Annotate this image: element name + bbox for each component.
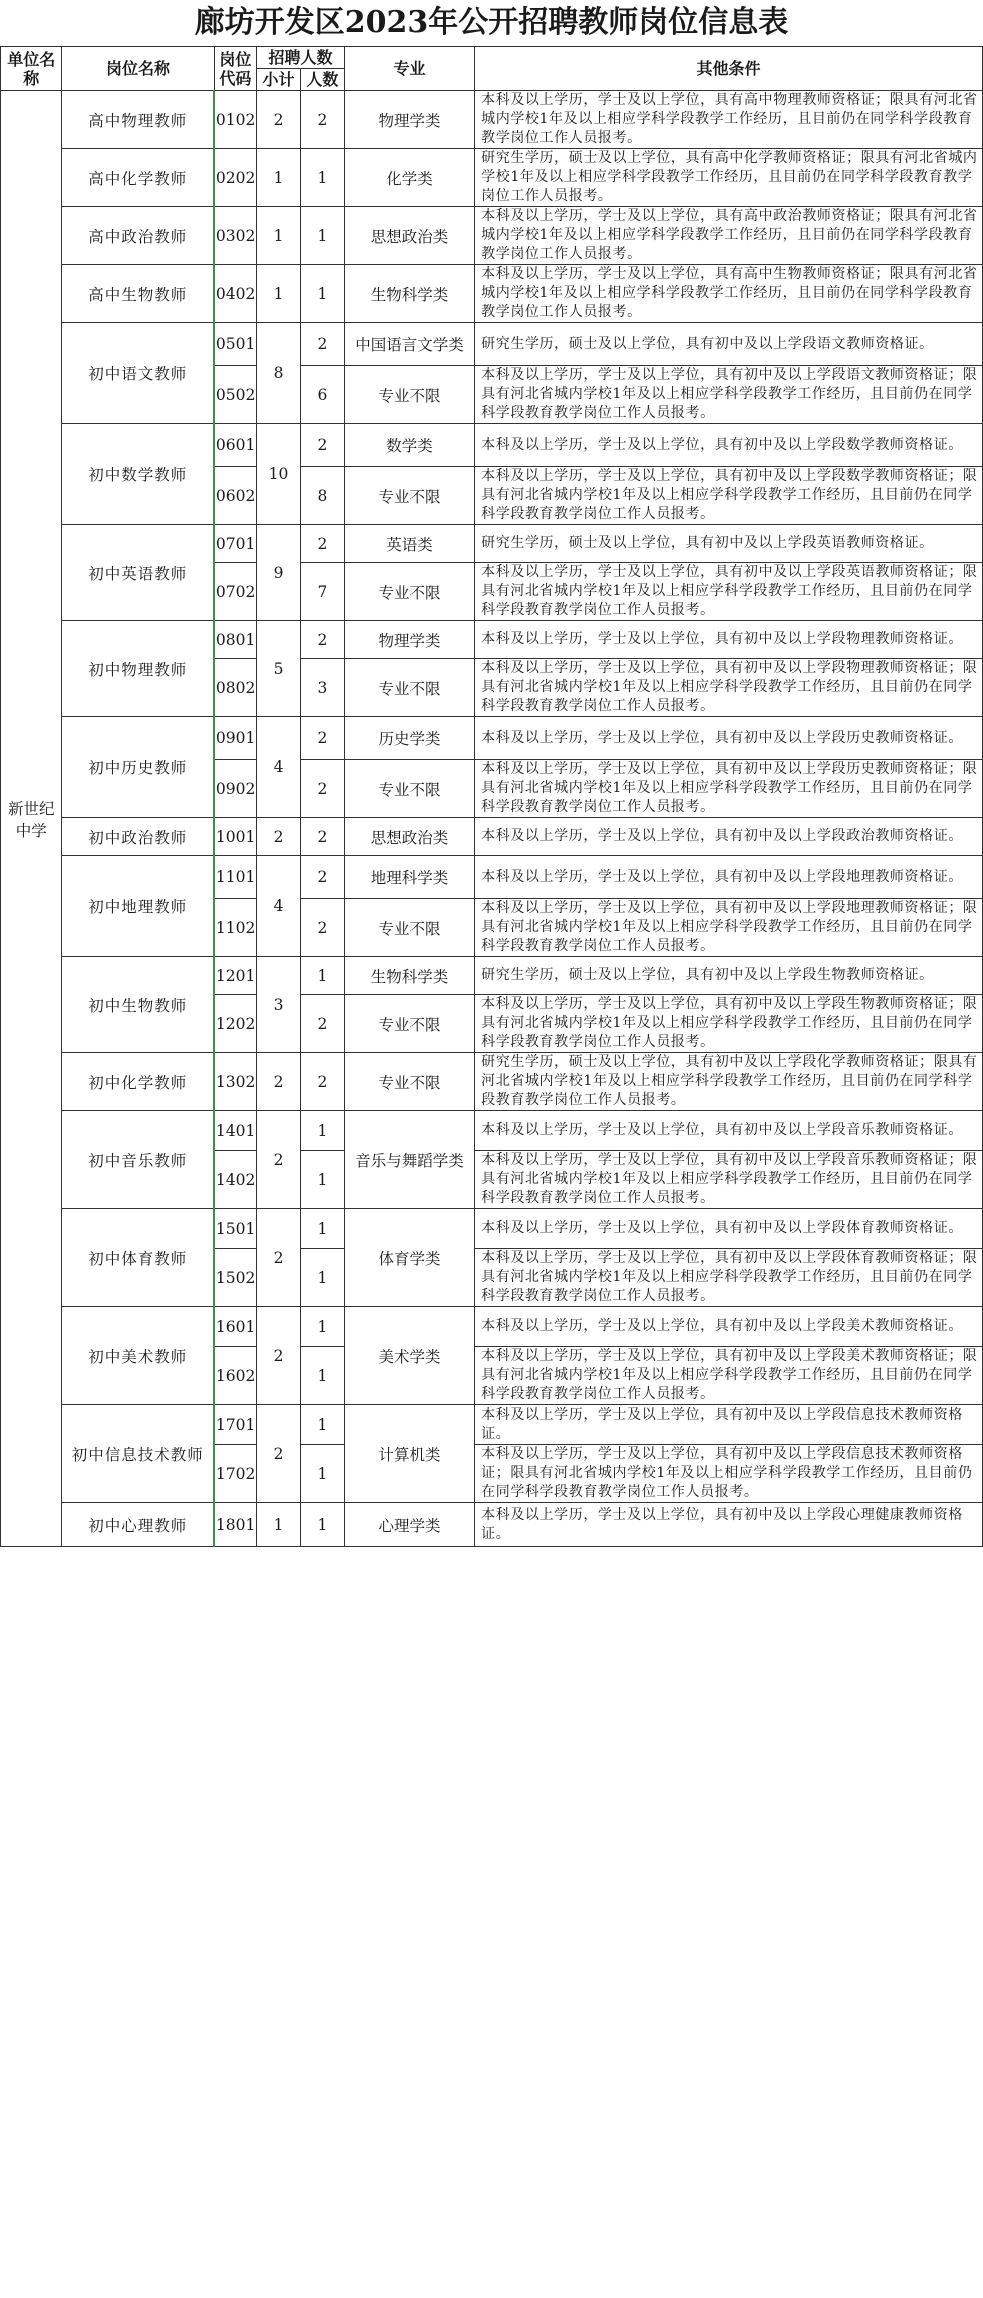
conditions-cell: 本科及以上学历，学士及以上学位，具有初中及以上学段美术教师资格证；限具有河北省城内学校1年及以上相应学科学段教学工作经历，且目前仍在同学科学段教育教学岗位工作人员报考。 bbox=[475, 1347, 983, 1405]
major-cell: 专业不限 bbox=[344, 563, 474, 621]
subtotal-cell: 8 bbox=[257, 323, 301, 424]
post-code-cell: 1502 bbox=[214, 1249, 256, 1307]
post-code-cell: 1202 bbox=[214, 995, 256, 1053]
post-name-cell: 初中物理教师 bbox=[62, 621, 214, 717]
major-cell: 心理学类 bbox=[344, 1503, 474, 1547]
post-code-cell: 0501 bbox=[214, 323, 256, 366]
count-cell: 2 bbox=[300, 995, 344, 1053]
major-cell: 音乐与舞蹈学类 bbox=[344, 1111, 474, 1209]
post-name-cell: 初中语文教师 bbox=[62, 323, 214, 424]
post-code-cell: 0402 bbox=[214, 265, 256, 323]
count-cell: 2 bbox=[300, 717, 344, 760]
conditions-cell: 研究生学历，硕士及以上学位，具有初中及以上学段语文教师资格证。 bbox=[475, 323, 983, 366]
major-cell: 计算机类 bbox=[344, 1405, 474, 1503]
post-code-cell: 1101 bbox=[214, 856, 256, 899]
post-code-cell: 1501 bbox=[214, 1209, 256, 1249]
major-cell: 地理科学类 bbox=[344, 856, 474, 899]
conditions-cell: 本科及以上学历，学士及以上学位，具有初中及以上学段英语教师资格证；限具有河北省城内学校1年及以上相应学科学段教学工作经历，且目前仍在同学科学段教育教学岗位工作人员报考。 bbox=[475, 563, 983, 621]
post-code-cell: 0701 bbox=[214, 525, 256, 563]
count-cell: 2 bbox=[300, 1053, 344, 1111]
subtotal-cell: 2 bbox=[257, 818, 301, 856]
subtotal-cell: 10 bbox=[257, 424, 301, 525]
table-row bbox=[1, 323, 983, 366]
post-name-cell: 初中美术教师 bbox=[62, 1307, 214, 1405]
post-name-cell: 初中体育教师 bbox=[62, 1209, 214, 1307]
post-name-cell: 初中政治教师 bbox=[62, 818, 214, 856]
unit-name-cell: 新世纪中学 bbox=[1, 91, 62, 1547]
subtotal-cell: 9 bbox=[257, 525, 301, 621]
count-cell: 2 bbox=[300, 621, 344, 659]
conditions-cell: 本科及以上学历，学士及以上学位，具有初中及以上学段政治教师资格证。 bbox=[475, 818, 983, 856]
header-major: 专业 bbox=[344, 47, 474, 91]
post-code-cell: 1102 bbox=[214, 899, 256, 957]
count-cell: 1 bbox=[300, 1445, 344, 1503]
post-name-cell: 初中音乐教师 bbox=[62, 1111, 214, 1209]
count-cell: 7 bbox=[300, 563, 344, 621]
subtotal-cell: 2 bbox=[257, 91, 301, 149]
major-cell: 中国语言文学类 bbox=[344, 323, 474, 366]
table-row bbox=[1, 1053, 983, 1111]
table-row bbox=[1, 957, 983, 995]
post-code-cell: 0502 bbox=[214, 366, 256, 424]
table-row bbox=[1, 525, 983, 563]
count-cell: 3 bbox=[300, 659, 344, 717]
count-cell: 1 bbox=[300, 957, 344, 995]
table-body bbox=[1, 91, 983, 1547]
major-cell: 体育学类 bbox=[344, 1209, 474, 1307]
major-cell: 专业不限 bbox=[344, 659, 474, 717]
count-cell: 1 bbox=[300, 1111, 344, 1151]
major-cell: 思想政治类 bbox=[344, 818, 474, 856]
subtotal-cell: 1 bbox=[257, 265, 301, 323]
conditions-cell: 研究生学历，硕士及以上学位，具有初中及以上学段英语教师资格证。 bbox=[475, 525, 983, 563]
subtotal-cell: 2 bbox=[257, 1307, 301, 1405]
major-cell: 生物科学类 bbox=[344, 265, 474, 323]
count-cell: 2 bbox=[300, 323, 344, 366]
header-subtotal: 小计 bbox=[257, 69, 301, 91]
major-cell: 专业不限 bbox=[344, 467, 474, 525]
conditions-cell: 本科及以上学历，学士及以上学位，具有初中及以上学段生物教师资格证；限具有河北省城内学校1年及以上相应学科学段教学工作经历，且目前仍在同学科学段教育教学岗位工作人员报考。 bbox=[475, 995, 983, 1053]
subtotal-cell: 2 bbox=[257, 1053, 301, 1111]
major-cell: 物理学类 bbox=[344, 621, 474, 659]
conditions-cell: 本科及以上学历，学士及以上学位，具有初中及以上学段历史教师资格证。 bbox=[475, 717, 983, 760]
conditions-cell: 本科及以上学历，学士及以上学位，具有初中及以上学段数学教师资格证。 bbox=[475, 424, 983, 467]
major-cell: 化学类 bbox=[344, 149, 474, 207]
table-row bbox=[1, 621, 983, 659]
post-code-cell: 0802 bbox=[214, 659, 256, 717]
count-cell: 1 bbox=[300, 1249, 344, 1307]
count-cell: 2 bbox=[300, 525, 344, 563]
post-name-cell: 初中心理教师 bbox=[62, 1503, 214, 1547]
conditions-cell: 本科及以上学历，学士及以上学位，具有初中及以上学段心理健康教师资格证。 bbox=[475, 1503, 983, 1547]
post-code-cell: 0601 bbox=[214, 424, 256, 467]
count-cell: 1 bbox=[300, 207, 344, 265]
subtotal-cell: 1 bbox=[257, 149, 301, 207]
table-row bbox=[1, 1307, 983, 1347]
header-count: 人数 bbox=[300, 69, 344, 91]
count-cell: 1 bbox=[300, 1405, 344, 1445]
conditions-cell: 本科及以上学历，学士及以上学位，具有初中及以上学段地理教师资格证。 bbox=[475, 856, 983, 899]
post-code-cell: 0302 bbox=[214, 207, 256, 265]
post-code-cell: 1702 bbox=[214, 1445, 256, 1503]
post-name-cell: 高中物理教师 bbox=[62, 91, 214, 149]
table-row bbox=[1, 1405, 983, 1445]
subtotal-cell: 3 bbox=[257, 957, 301, 1053]
recruitment-table bbox=[0, 46, 983, 1547]
subtotal-cell: 2 bbox=[257, 1209, 301, 1307]
major-cell: 生物科学类 bbox=[344, 957, 474, 995]
major-cell: 专业不限 bbox=[344, 1053, 474, 1111]
subtotal-cell: 1 bbox=[257, 207, 301, 265]
table-row bbox=[1, 717, 983, 760]
major-cell: 专业不限 bbox=[344, 366, 474, 424]
table-row bbox=[1, 149, 983, 207]
conditions-cell: 本科及以上学历，学士及以上学位，具有高中物理教师资格证；限具有河北省城内学校1年及以上相应学科学段教学工作经历，且目前仍在同学科学段教育教学岗位工作人员报考。 bbox=[475, 91, 983, 149]
conditions-cell: 本科及以上学历，学士及以上学位，具有初中及以上学段音乐教师资格证；限具有河北省城内学校1年及以上相应学科学段教学工作经历，且目前仍在同学科学段教育教学岗位工作人员报考。 bbox=[475, 1151, 983, 1209]
post-name-cell: 初中化学教师 bbox=[62, 1053, 214, 1111]
post-code-cell: 1001 bbox=[214, 818, 256, 856]
post-code-cell: 0901 bbox=[214, 717, 256, 760]
major-cell: 物理学类 bbox=[344, 91, 474, 149]
post-name-cell: 高中生物教师 bbox=[62, 265, 214, 323]
post-code-cell: 0102 bbox=[214, 91, 256, 149]
post-code-cell: 1801 bbox=[214, 1503, 256, 1547]
count-cell: 2 bbox=[300, 91, 344, 149]
count-cell: 1 bbox=[300, 1503, 344, 1547]
count-cell: 1 bbox=[300, 1347, 344, 1405]
major-cell: 数学类 bbox=[344, 424, 474, 467]
count-cell: 2 bbox=[300, 818, 344, 856]
post-name-cell: 初中信息技术教师 bbox=[62, 1405, 214, 1503]
major-cell: 专业不限 bbox=[344, 760, 474, 818]
header-post-name: 岗位名称 bbox=[62, 47, 214, 91]
post-code-cell: 0902 bbox=[214, 760, 256, 818]
post-code-cell: 0702 bbox=[214, 563, 256, 621]
conditions-cell: 本科及以上学历，学士及以上学位，具有高中生物教师资格证；限具有河北省城内学校1年及以上相应学科学段教学工作经历，且目前仍在同学科学段教育教学岗位工作人员报考。 bbox=[475, 265, 983, 323]
post-code-cell: 1201 bbox=[214, 957, 256, 995]
table-row bbox=[1, 1503, 983, 1547]
count-cell: 2 bbox=[300, 424, 344, 467]
conditions-cell: 研究生学历，硕士及以上学位，具有初中及以上学段生物教师资格证。 bbox=[475, 957, 983, 995]
post-name-cell: 高中化学教师 bbox=[62, 149, 214, 207]
major-cell: 历史学类 bbox=[344, 717, 474, 760]
header-code: 岗位代码 bbox=[214, 47, 256, 91]
conditions-cell: 本科及以上学历，学士及以上学位，具有初中及以上学段信息技术教师资格证。 bbox=[475, 1405, 983, 1445]
conditions-cell: 本科及以上学历，学士及以上学位，具有初中及以上学段美术教师资格证。 bbox=[475, 1307, 983, 1347]
post-name-cell: 初中生物教师 bbox=[62, 957, 214, 1053]
post-code-cell: 1302 bbox=[214, 1053, 256, 1111]
post-name-cell: 初中数学教师 bbox=[62, 424, 214, 525]
subtotal-cell: 4 bbox=[257, 856, 301, 957]
conditions-cell: 本科及以上学历，学士及以上学位，具有初中及以上学段数学教师资格证；限具有河北省城内学校1年及以上相应学科学段教学工作经历，且目前仍在同学科学段教育教学岗位工作人员报考。 bbox=[475, 467, 983, 525]
conditions-cell: 本科及以上学历，学士及以上学位，具有初中及以上学段地理教师资格证；限具有河北省城内学校1年及以上相应学科学段教学工作经历，且目前仍在同学科学段教育教学岗位工作人员报考。 bbox=[475, 899, 983, 957]
page-title: 廊坊开发区2023年公开招聘教师岗位信息表 bbox=[194, 5, 789, 40]
post-code-cell: 1402 bbox=[214, 1151, 256, 1209]
post-code-cell: 1401 bbox=[214, 1111, 256, 1151]
table-row bbox=[1, 207, 983, 265]
post-name-cell: 初中历史教师 bbox=[62, 717, 214, 818]
major-cell: 英语类 bbox=[344, 525, 474, 563]
subtotal-cell: 2 bbox=[257, 1405, 301, 1503]
post-code-cell: 1601 bbox=[214, 1307, 256, 1347]
count-cell: 1 bbox=[300, 265, 344, 323]
subtotal-cell: 5 bbox=[257, 621, 301, 717]
conditions-cell: 本科及以上学历，学士及以上学位，具有初中及以上学段体育教师资格证；限具有河北省城内学校1年及以上相应学科学段教学工作经历，且目前仍在同学科学段教育教学岗位工作人员报考。 bbox=[475, 1249, 983, 1307]
post-code-cell: 0801 bbox=[214, 621, 256, 659]
conditions-cell: 本科及以上学历，学士及以上学位，具有初中及以上学段音乐教师资格证。 bbox=[475, 1111, 983, 1151]
conditions-cell: 本科及以上学历，学士及以上学位，具有初中及以上学段信息技术教师资格证；限具有河北省城内学校1年及以上相应学科学段教学工作经历，且目前仍在同学科学段教育教学岗位工作人员报考。 bbox=[475, 1445, 983, 1503]
conditions-cell: 本科及以上学历，学士及以上学位，具有初中及以上学段物理教师资格证。 bbox=[475, 621, 983, 659]
table-row bbox=[1, 424, 983, 467]
subtotal-cell: 1 bbox=[257, 1503, 301, 1547]
conditions-cell: 本科及以上学历，学士及以上学位，具有初中及以上学段物理教师资格证；限具有河北省城内学校1年及以上相应学科学段教学工作经历，且目前仍在同学科学段教育教学岗位工作人员报考。 bbox=[475, 659, 983, 717]
header-recruit: 招聘人数 bbox=[257, 47, 345, 69]
conditions-cell: 本科及以上学历，学士及以上学位，具有高中政治教师资格证；限具有河北省城内学校1年及以上相应学科学段教学工作经历，且目前仍在同学科学段教育教学岗位工作人员报考。 bbox=[475, 207, 983, 265]
header-unit: 单位名称 bbox=[1, 47, 62, 91]
table-row bbox=[1, 856, 983, 899]
major-cell: 思想政治类 bbox=[344, 207, 474, 265]
conditions-cell: 本科及以上学历，学士及以上学位，具有初中及以上学段体育教师资格证。 bbox=[475, 1209, 983, 1249]
table-row bbox=[1, 1209, 983, 1249]
subtotal-cell: 4 bbox=[257, 717, 301, 818]
header-conditions: 其他条件 bbox=[475, 47, 983, 91]
post-code-cell: 1701 bbox=[214, 1405, 256, 1445]
post-name-cell: 高中政治教师 bbox=[62, 207, 214, 265]
count-cell: 2 bbox=[300, 899, 344, 957]
count-cell: 1 bbox=[300, 149, 344, 207]
conditions-cell: 研究生学历，硕士及以上学位，具有高中化学教师资格证；限具有河北省城内学校1年及以上相应学科学段教学工作经历，且目前仍在同学科学段教育教学岗位工作人员报考。 bbox=[475, 149, 983, 207]
post-code-cell: 0602 bbox=[214, 467, 256, 525]
count-cell: 2 bbox=[300, 856, 344, 899]
count-cell: 6 bbox=[300, 366, 344, 424]
table-row bbox=[1, 265, 983, 323]
conditions-cell: 本科及以上学历，学士及以上学位，具有初中及以上学段历史教师资格证；限具有河北省城内学校1年及以上相应学科学段教学工作经历，且目前仍在同学科学段教育教学岗位工作人员报考。 bbox=[475, 760, 983, 818]
subtotal-cell: 2 bbox=[257, 1111, 301, 1209]
count-cell: 8 bbox=[300, 467, 344, 525]
conditions-cell: 本科及以上学历，学士及以上学位，具有初中及以上学段语文教师资格证；限具有河北省城内学校1年及以上相应学科学段教学工作经历，且目前仍在同学科学段教育教学岗位工作人员报考。 bbox=[475, 366, 983, 424]
count-cell: 1 bbox=[300, 1209, 344, 1249]
post-name-cell: 初中英语教师 bbox=[62, 525, 214, 621]
major-cell: 专业不限 bbox=[344, 899, 474, 957]
count-cell: 2 bbox=[300, 760, 344, 818]
table-row bbox=[1, 1111, 983, 1151]
major-cell: 专业不限 bbox=[344, 995, 474, 1053]
post-code-cell: 0202 bbox=[214, 149, 256, 207]
count-cell: 1 bbox=[300, 1307, 344, 1347]
table-row bbox=[1, 818, 983, 856]
table-row bbox=[1, 91, 983, 149]
conditions-cell: 研究生学历，硕士及以上学位，具有初中及以上学段化学教师资格证；限具有河北省城内学校1年及以上相应学科学段教学工作经历，且目前仍在同学科学段教育教学岗位工作人员报考。 bbox=[475, 1053, 983, 1111]
major-cell: 美术学类 bbox=[344, 1307, 474, 1405]
post-name-cell: 初中地理教师 bbox=[62, 856, 214, 957]
count-cell: 1 bbox=[300, 1151, 344, 1209]
post-code-cell: 1602 bbox=[214, 1347, 256, 1405]
